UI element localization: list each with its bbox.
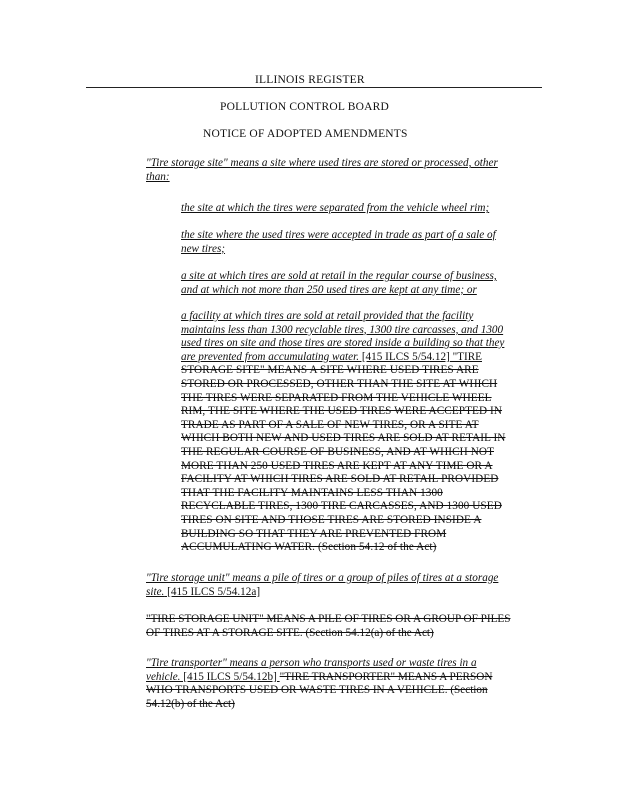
list-item	[181, 270, 497, 297]
struck-line: "TIRE STORAGE UNIT" MEANS A PILE OF TIRES OR A GROUP OF PILES	[146, 613, 511, 625]
text-line: the site at which the tires were separated from the vehicle wheel rim;	[181, 202, 490, 214]
header-rule	[86, 87, 542, 88]
text-line: than:	[146, 170, 170, 183]
text-line: maintains less than 1300 recyclable tires, 1300 tire carcasses, and 1300	[181, 323, 504, 336]
text-line: are prevented from accumulating water.	[181, 350, 360, 363]
text-line: "Tire transporter" means a person who transports used or waste tires in a	[146, 657, 477, 669]
struck-line: RECYCLABLE TIRES, 1300 TIRE CARCASSES, AND 1300 USED	[181, 500, 502, 513]
struck-line: RIM, THE SITE WHERE THE USED TIRES WERE ACCEPTED IN	[181, 405, 503, 418]
text-line: "Tire storage unit" means a pile of tires or a group of piles of tires at a storage	[146, 572, 499, 584]
text-line: and at which not more than 250 used tires are kept at any time; or	[181, 283, 477, 296]
struck-line: STORAGE SITE" MEANS A SITE WHERE USED TIRES ARE	[181, 364, 479, 377]
struck-line: THAT THE FACILITY MAINTAINS LESS THAN 1300	[181, 486, 443, 499]
struck-line: STORED OR PROCESSED, OTHER THAN THE SITE AT WHICH	[181, 377, 498, 390]
struck-line: WHO TRANSPORTS USED OR WASTE TIRES IN A VEHICLE. (Section	[146, 684, 488, 697]
list-item	[181, 202, 489, 216]
definition-tire-transporter	[146, 657, 492, 711]
struck-line: THE REGULAR COURSE OF BUSINESS, AND AT WHICH NOT	[181, 445, 494, 458]
struck-line: 54.12(b) of the Act)	[146, 697, 235, 710]
struck-line: BUILDING SO THAT THEY ARE PREVENTED FROM	[181, 527, 447, 540]
text-line: used tires on site and those tires are stored inside a building so that they	[181, 337, 505, 350]
definition-tire-storage-site	[146, 157, 498, 184]
citation: [415 ILCS 5/54.12]	[359, 350, 450, 363]
struck-line: ACCUMULATING WATER. (Section 54.12 of the Act)	[181, 541, 437, 554]
citation: [415 ILCS 5/54.12b]	[180, 670, 280, 683]
text-line: "TIRE	[449, 350, 482, 363]
struck-line: TIRES ON SITE AND THOSE TIRES ARE STORED INSIDE A	[181, 513, 482, 526]
struck-line: OF TIRES AT A STORAGE SITE. (Section 54.12(a) of the Act)	[146, 626, 434, 639]
text-line: vehicle.	[146, 670, 181, 683]
notice-title: NOTICE OF ADOPTED AMENDMENTS	[203, 128, 408, 140]
list-item	[181, 229, 496, 256]
list-item	[181, 310, 506, 555]
citation: [415 ILCS 5/54.12a]	[164, 585, 261, 598]
struck-line: THE TIRES WERE SEPARATED FROM THE VEHICLE WHEEL	[181, 391, 492, 404]
register-title: ILLINOIS REGISTER	[255, 74, 365, 86]
struck-line: WHICH BOTH NEW AND USED TIRES ARE SOLD AT RETAIL IN	[181, 432, 506, 445]
text-line: a site at which tires are sold at retail in the regular course of business,	[181, 270, 497, 282]
struck-line: TRADE AS PART OF A SALE OF NEW TIRES, OR A SITE AT	[181, 418, 479, 431]
struck-line: MORE THAN 250 USED TIRES ARE KEPT AT ANY TIME OR A	[181, 459, 493, 472]
definition-tire-storage-unit	[146, 572, 498, 599]
text-line: a facility at which tires are sold at retail provided that the facility	[181, 310, 474, 322]
text-line: new tires;	[181, 242, 226, 255]
definition-tire-storage-unit-old	[146, 613, 510, 640]
text-line: site.	[146, 585, 165, 598]
struck-line: "TIRE TRANSPORTER" MEANS A PERSON	[279, 670, 493, 683]
text-line: the site where the used tires were accepted in trade as part of a sale of	[181, 229, 496, 241]
text-line: "Tire storage site" means a site where used tires are stored or processed, other	[146, 157, 498, 169]
struck-line: FACILITY AT WHICH TIRES ARE SOLD AT RETAIL PROVIDED	[181, 473, 499, 486]
board-name: POLLUTION CONTROL BOARD	[220, 101, 390, 113]
